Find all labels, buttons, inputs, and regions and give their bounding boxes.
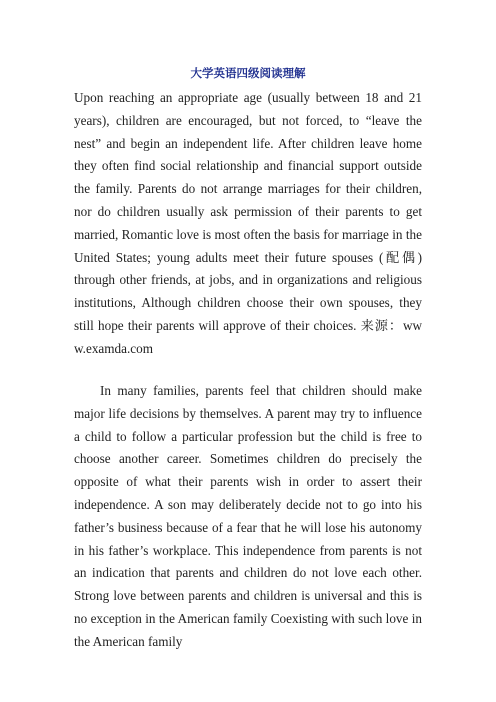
source-label: 来源：	[360, 317, 403, 333]
paragraph-1	[74, 87, 422, 361]
source-url: www.examda.com	[74, 317, 422, 356]
paragraph-2-text: In many families, parents feel that children should make major life decisions by themselves. A parent may try to influence a child to follow a particular profession but the child is free to choose another career. Sometimes children do precisely the opposite of what their parents wish in order to assert their independence. A son may deliberately decide not to go into his father’s business because of a fear that he will lose his autonomy in his father’s workplace. This independence from parents is not an indication that parents and children do not love each other. Strong love between parents and children is universal and this is no exception in the American family Coexisting with such love in the American family	[74, 383, 422, 649]
document-title: 大学英语四级阅读理解	[190, 66, 306, 80]
paragraph-2	[74, 380, 422, 654]
paragraph-1-text: Upon reaching an appropriate age (usually between 18 and 21 years), children are encouraged, but not forced, to “leave the nest” and begin an independent life. After children leave home they often find social relationship and financial support outside the family. Parents do not arrange marriages for their children, nor do children usually ask permission of their parents to get married, Romantic love is most often the basis for marriage in the United States; young adults meet their future spouses (配偶) through other friends, at jobs, and in organizations and religious institutions, Although children choose their own spouses, they still hope their parents will approve of their choices.	[74, 90, 422, 333]
